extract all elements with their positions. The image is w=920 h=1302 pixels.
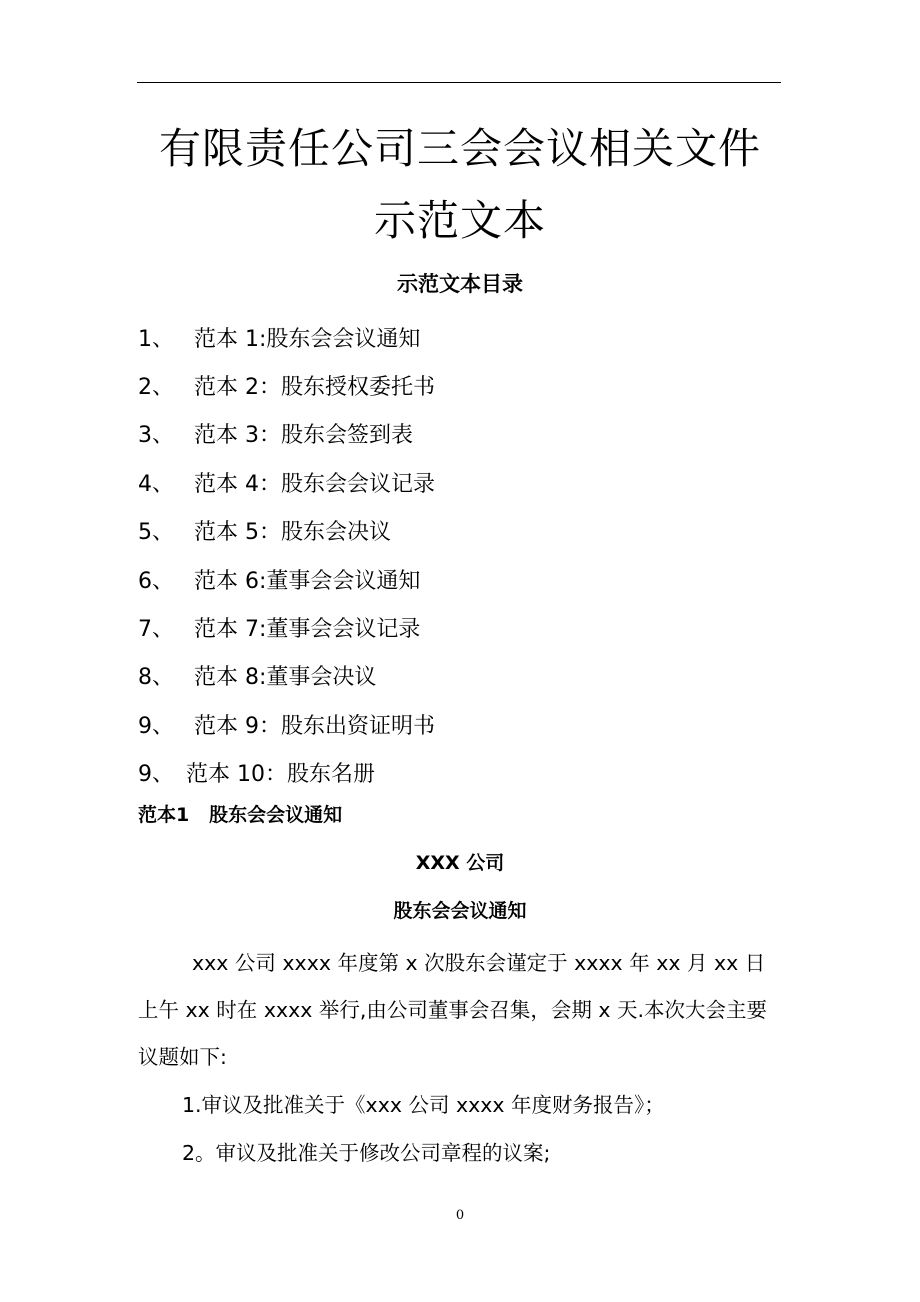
toc-item-number: 6、	[138, 568, 174, 594]
toc-item-number: 4、	[138, 471, 174, 497]
toc-item-text: 范本 10：股东名册	[186, 762, 375, 788]
toc-item	[138, 507, 788, 555]
section-heading: 范本1 股东会会议通知	[138, 804, 343, 826]
toc-item-text: 范本 7:董事会会议记录	[194, 617, 421, 643]
toc-item-number: 9、	[138, 713, 174, 739]
toc-item	[138, 749, 788, 797]
toc-item-number: 5、	[138, 520, 174, 546]
agenda-item-1: 1.审议及批准关于《xxx 公司 xxxx 年度财务报告》；	[182, 1093, 665, 1117]
company-name: XXX 公司	[415, 852, 505, 874]
toc-item-number: 3、	[138, 423, 174, 449]
table-of-contents	[138, 313, 788, 797]
header-rule	[137, 82, 781, 83]
toc-item	[138, 700, 788, 748]
agenda-item-2: 2。审议及批准关于修改公司章程的议案;	[182, 1141, 551, 1165]
toc-item-number: 8、	[138, 665, 174, 691]
toc-item-text: 范本 5：股东会决议	[194, 520, 391, 546]
toc-item-number: 2、	[138, 375, 174, 401]
notice-title: 股东会会议通知	[393, 900, 527, 922]
toc-item-number: 7、	[138, 617, 174, 643]
toc-item	[138, 458, 788, 506]
toc-item	[138, 313, 788, 361]
toc-item-text: 范本 1:股东会会议通知	[194, 326, 421, 352]
toc-item	[138, 361, 788, 409]
body-paragraph: xxx 公司 xxxx 年度第 x 次股东会谨定于 xxxx 年 xx 月 xx 日上午 xx 时在 xxxx 举行,由公司董事会召集，会期 x 天.本次大会主要议题如下:	[138, 951, 768, 1069]
document-title-line-2: 示范文本	[373, 196, 546, 245]
toc-item-text: 范本 9：股东出资证明书	[194, 713, 435, 739]
toc-item-number: 1、	[138, 326, 174, 352]
toc-item-text: 范本 6:董事会会议通知	[194, 568, 421, 594]
page-number: 0	[455, 1208, 465, 1223]
toc-item-number: 9、	[138, 762, 174, 788]
toc-item-text: 范本 3：股东会签到表	[194, 423, 413, 449]
toc-item	[138, 410, 788, 458]
toc-item-text: 范本 4：股东会会议记录	[194, 471, 435, 497]
toc-item	[138, 603, 788, 651]
toc-item-text: 范本 2：股东授权委托书	[194, 375, 435, 401]
toc-heading: 示范文本目录	[397, 272, 523, 296]
toc-item	[138, 555, 788, 603]
toc-item-text: 范本 8:董事会决议	[194, 665, 377, 691]
toc-item	[138, 652, 788, 700]
document-title-line-1: 有限责任公司三会会议相关文件	[158, 124, 761, 173]
